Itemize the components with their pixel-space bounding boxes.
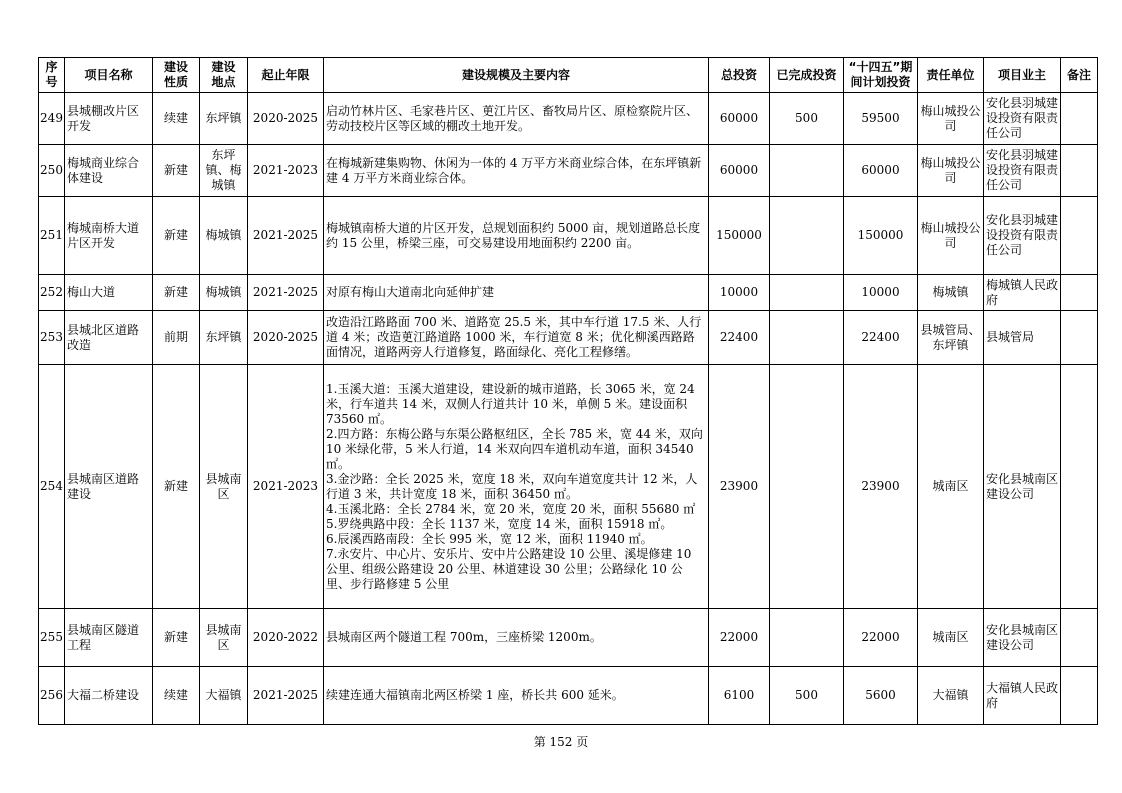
row-location: 县城南区	[200, 609, 248, 667]
row-nature: 新建	[153, 145, 200, 197]
row-owner: 安化县城南区建设公司	[984, 365, 1061, 609]
row-no: 251	[39, 197, 65, 275]
row-unit: 梅山城投公司	[918, 197, 984, 275]
row-plan: 5600	[844, 667, 918, 725]
row-remark	[1061, 609, 1098, 667]
row-location: 梅城镇	[200, 275, 248, 311]
header-remark: 备注	[1061, 58, 1098, 93]
table-row	[39, 93, 1098, 145]
header-period: 起止年限	[248, 58, 324, 93]
row-plan: 59500	[844, 93, 918, 145]
row-unit: 大福镇	[918, 667, 984, 725]
row-nature: 前期	[153, 311, 200, 365]
row-period: 2021-2025	[248, 197, 324, 275]
row-no: 256	[39, 667, 65, 725]
row-location: 东坪镇	[200, 311, 248, 365]
table-row	[39, 145, 1098, 197]
header-row	[39, 58, 1098, 93]
row-done	[770, 311, 844, 365]
row-total: 22400	[709, 311, 770, 365]
row-plan: 150000	[844, 197, 918, 275]
row-period: 2021-2023	[248, 145, 324, 197]
row-remark	[1061, 311, 1098, 365]
row-no: 250	[39, 145, 65, 197]
row-unit: 梅山城投公司	[918, 145, 984, 197]
row-name: 梅城商业综合体建设	[65, 145, 153, 197]
page-number: 第 152 页	[533, 735, 589, 749]
row-no: 255	[39, 609, 65, 667]
table-row	[39, 197, 1098, 275]
row-owner: 县城管局	[984, 311, 1061, 365]
row-done	[770, 609, 844, 667]
row-done	[770, 145, 844, 197]
row-name: 县城南区道路建设	[65, 365, 153, 609]
row-no: 254	[39, 365, 65, 609]
header-name: 项目名称	[65, 58, 153, 93]
header-location: 建设 地点	[200, 58, 248, 93]
row-name: 县城棚改片区开发	[65, 93, 153, 145]
row-content: 启动竹林片区、毛家巷片区、茰江片区、畜牧局片区、原检察院片区、劳动技校片区等区域的棚改土地开发。	[324, 93, 709, 145]
row-nature: 续建	[153, 93, 200, 145]
row-remark	[1061, 365, 1098, 609]
row-content: 县城南区两个隧道工程 700m，三座桥梁 1200m。	[324, 609, 709, 667]
row-no: 252	[39, 275, 65, 311]
row-period: 2020-2025	[248, 93, 324, 145]
row-plan: 22000	[844, 609, 918, 667]
row-owner: 安化县羽城建设投资有限责任公司	[984, 145, 1061, 197]
row-nature: 新建	[153, 197, 200, 275]
table-row	[39, 275, 1098, 311]
row-no: 253	[39, 311, 65, 365]
row-owner: 大福镇人民政府	[984, 667, 1061, 725]
row-unit: 梅城镇	[918, 275, 984, 311]
row-unit: 城南区	[918, 365, 984, 609]
row-done	[770, 275, 844, 311]
row-name: 梅山大道	[65, 275, 153, 311]
row-period: 2021-2025	[248, 667, 324, 725]
row-content: 续建连通大福镇南北两区桥梁 1 座，桥长共 600 延米。	[324, 667, 709, 725]
row-location: 东坪镇、梅城镇	[200, 145, 248, 197]
row-nature: 新建	[153, 275, 200, 311]
row-content: 改造沿江路路面 700 米、道路宽 25.5 米，其中车行道 17.5 米、人行道 4 米；改造茰江路道路 1000 米，车行道宽 8 米；优化柳溪西路路面情况，道路两旁人行道修复，路面绿化、亮化工程修缮。	[324, 311, 709, 365]
row-content: 在梅城新建集购物、休闲为一体的 4 万平方米商业综合体，在东坪镇新建 4 万平方米商业综合体。	[324, 145, 709, 197]
row-plan: 23900	[844, 365, 918, 609]
row-owner: 安化县城南区建设公司	[984, 609, 1061, 667]
row-name: 县城南区隧道工程	[65, 609, 153, 667]
header-content: 建设规模及主要内容	[324, 58, 709, 93]
row-no: 249	[39, 93, 65, 145]
row-done: 500	[770, 93, 844, 145]
row-remark	[1061, 275, 1098, 311]
table-row	[39, 609, 1098, 667]
row-period: 2021-2023	[248, 365, 324, 609]
row-content: 1.玉溪大道：玉溪大道建设，建设新的城市道路，长 3065 米，宽 24 米，行车道共 14 米，双侧人行道共计 10 米，单侧 5 米。建设面积 73560 ㎡。 2.四方路：东梅公路与东渠公路枢纽区，全长 785 米，宽 44 米，双向 10 米绿化带，5 米人行道，14 米双向四车道机动车道，面积 34540 ㎡。 3.金沙路：全长 2025 米，宽度 18 米，双向车道宽度共计 12 米，人行道 3 米，共计宽度 18 米，面积 36450 ㎡。 4.玉溪北路：全长 2784 米，宽 20 米，宽度 20 米，面积 55680 ㎡ 5.罗绕典路中段：全长 1137 米，宽度 14 米，面积 15918 ㎡。 6.辰溪西路南段：全长 995 米，宽 12 米，面积 11940 ㎡。 7.永安片、中心片、安乐片、安中片公路建设 10 公里、溪堤修建 10 公里、组级公路建设 20 公里、林道建设 30 公里；公路绿化 10 公里、步行路修建 5 公里	[324, 365, 709, 609]
row-done	[770, 197, 844, 275]
row-period: 2021-2025	[248, 275, 324, 311]
row-unit: 城南区	[918, 609, 984, 667]
header-unit: 责任单位	[918, 58, 984, 93]
project-table	[38, 57, 1098, 725]
row-nature: 新建	[153, 609, 200, 667]
table-row	[39, 311, 1098, 365]
row-period: 2020-2025	[248, 311, 324, 365]
header-done: 已完成投资	[770, 58, 844, 93]
row-location: 大福镇	[200, 667, 248, 725]
row-name: 大福二桥建设	[65, 667, 153, 725]
row-total: 10000	[709, 275, 770, 311]
row-content: 对原有梅山大道南北向延伸扩建	[324, 275, 709, 311]
row-owner: 梅城镇人民政府	[984, 275, 1061, 311]
row-done: 500	[770, 667, 844, 725]
row-name: 县城北区道路改造	[65, 311, 153, 365]
row-total: 23900	[709, 365, 770, 609]
row-plan: 10000	[844, 275, 918, 311]
row-remark	[1061, 197, 1098, 275]
header-no: 序 号	[39, 58, 65, 93]
row-nature: 新建	[153, 365, 200, 609]
row-content: 梅城镇南桥大道的片区开发，总规划面积约 5000 亩，规划道路总长度约 15 公里，桥梁三座，可交易建设用地面积约 2200 亩。	[324, 197, 709, 275]
header-total: 总投资	[709, 58, 770, 93]
row-unit: 县城管局、东坪镇	[918, 311, 984, 365]
header-owner: 项目业主	[984, 58, 1061, 93]
row-period: 2020-2022	[248, 609, 324, 667]
row-done	[770, 365, 844, 609]
row-plan: 60000	[844, 145, 918, 197]
row-total: 60000	[709, 145, 770, 197]
table-row	[39, 667, 1098, 725]
row-location: 梅城镇	[200, 197, 248, 275]
row-plan: 22400	[844, 311, 918, 365]
row-remark	[1061, 145, 1098, 197]
row-total: 60000	[709, 93, 770, 145]
row-total: 6100	[709, 667, 770, 725]
row-location: 县城南区	[200, 365, 248, 609]
row-total: 150000	[709, 197, 770, 275]
row-owner: 安化县羽城建设投资有限责任公司	[984, 197, 1061, 275]
header-plan: “十四五”期 间计划投资	[844, 58, 918, 93]
header-nature: 建设 性质	[153, 58, 200, 93]
row-total: 22000	[709, 609, 770, 667]
table-row	[39, 365, 1098, 609]
row-unit: 梅山城投公司	[918, 93, 984, 145]
row-remark	[1061, 667, 1098, 725]
row-location: 东坪镇	[200, 93, 248, 145]
row-name: 梅城南桥大道片区开发	[65, 197, 153, 275]
row-remark	[1061, 93, 1098, 145]
row-nature: 续建	[153, 667, 200, 725]
row-owner: 安化县羽城建设投资有限责任公司	[984, 93, 1061, 145]
